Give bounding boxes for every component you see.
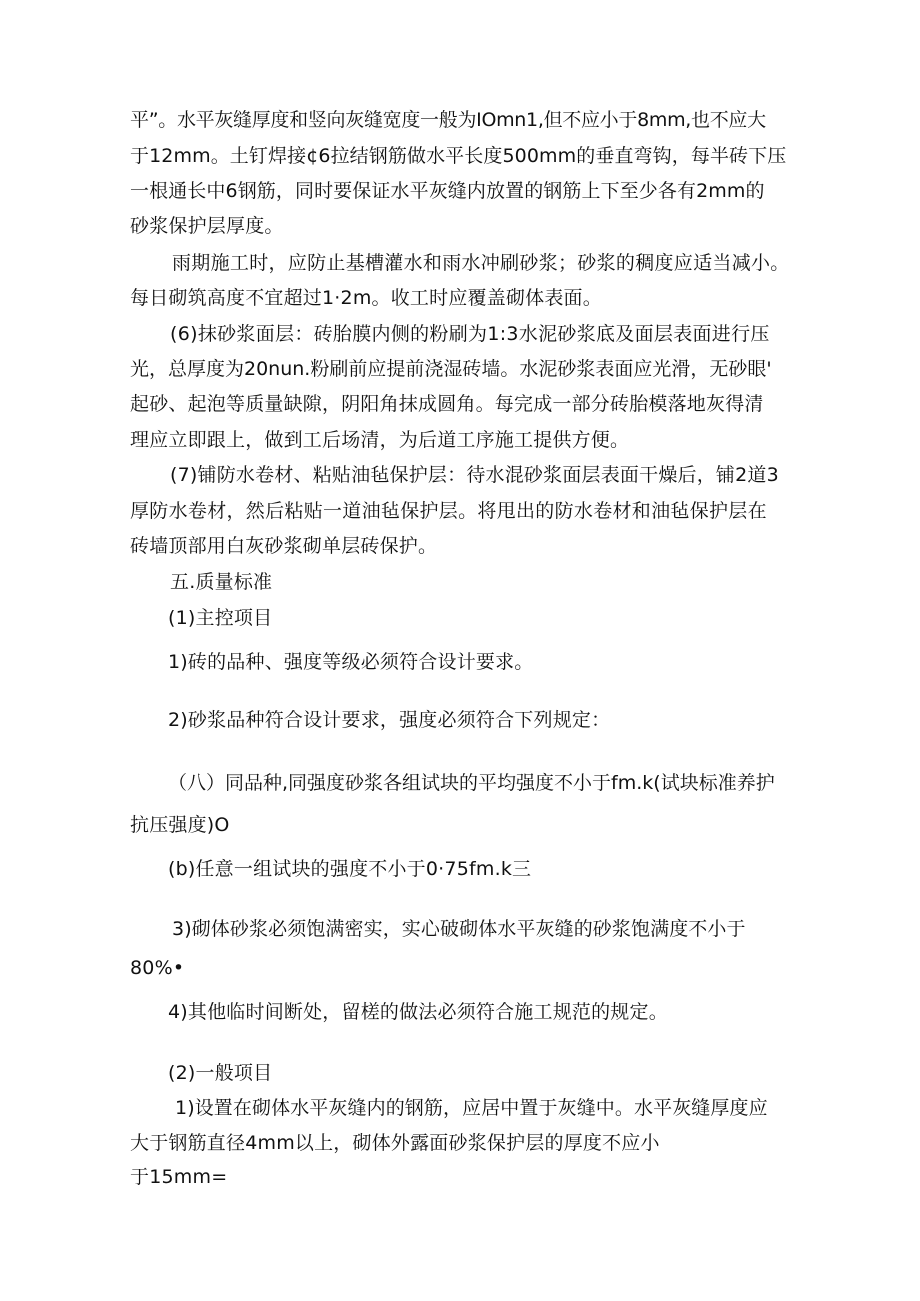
- list-item: 1)设置在砌体水平灰缝内的钢筋，应居中置于灰缝中。水平灰缝厚度应: [175, 1097, 768, 1119]
- list-item: 1)砖的品种、强度等级必须符合设计要求。: [168, 651, 534, 673]
- paragraph-line: (6)抹砂浆面层：砖胎膜内侧的粉刷为1:3水泥砂浆底及面层表面进行压: [170, 323, 770, 345]
- list-item: 4)其他临时间断处，留槎的做法必须符合施工规范的规定。: [168, 1001, 668, 1023]
- paragraph-line: 砖墙顶部用白灰砂浆砌单层砖保护。: [130, 535, 438, 557]
- paragraph-line: 每日砌筑高度不宜超过1·2m。收工时应覆盖砌体表面。: [130, 287, 602, 309]
- paragraph-line: 理应立即跟上，做到工后场清，为后道工序施工提供方便。: [130, 429, 630, 451]
- paragraph-line: 平”。水平灰缝厚度和竖向灰缝宽度一般为IOmn1,但不应小于8mm,也不应大: [130, 109, 766, 131]
- paragraph-line: (7)铺防水卷材、粘贴油毡保护层：待水混砂浆面层表面干燥后，铺2道3: [170, 464, 779, 486]
- subsection-heading: (2)一般项目: [168, 1062, 273, 1084]
- section-heading: 五.质量标准: [170, 571, 273, 593]
- list-item: 2)砂浆品种符合设计要求，强度必须符合下列规定：: [168, 709, 611, 731]
- paragraph-line: 厚防水卷材，然后粘贴一道油毡保护层。将甩出的防水卷材和油毡保护层在: [130, 500, 767, 522]
- paragraph-line: 一根通长中6钢筋，同时要保证水平灰缝内放置的钢筋上下至少各有2mm的: [130, 180, 765, 202]
- paragraph-line: 雨期施工时，应防止基槽灌水和雨水冲刷砂浆；砂浆的稠度应适当减小。: [172, 252, 790, 274]
- list-item: (b)任意一组试块的强度不小于0·75fm.k三: [168, 858, 532, 880]
- paragraph-line: 于12mm。土钉焊接¢6拉结钢筋做水平长度500mm的垂直弯钩，每半砖下压: [130, 145, 787, 167]
- paragraph-line: 大于钢筋直径4mm以上，砌体外露面砂浆保护层的厚度不应小: [130, 1132, 660, 1154]
- paragraph-line: 于15mm=: [130, 1166, 228, 1188]
- paragraph-line: 80%•: [130, 957, 185, 979]
- list-item: 3)砌体砂浆必须饱满密实，实心破砌体水平灰缝的砂浆饱满度不小于: [172, 918, 746, 940]
- subsection-heading: (1)主控项目: [168, 607, 273, 629]
- paragraph-line: 抗压强度)O: [130, 814, 230, 836]
- list-item: （八）同品种,同强度砂浆各组试块的平均强度不小于fm.k(试块标准养护: [168, 772, 775, 794]
- paragraph-line: 光，总厚度为20nun.粉刷前应提前浇湿砖墙。水泥砂浆表面应光滑，无砂眼': [130, 358, 772, 380]
- paragraph-line: 砂浆保护层厚度。: [130, 215, 284, 237]
- paragraph-line: 起砂、起泡等质量缺隙，阴阳角抹成圆角。每完成一部分砖胎模落地灰得清: [130, 393, 764, 415]
